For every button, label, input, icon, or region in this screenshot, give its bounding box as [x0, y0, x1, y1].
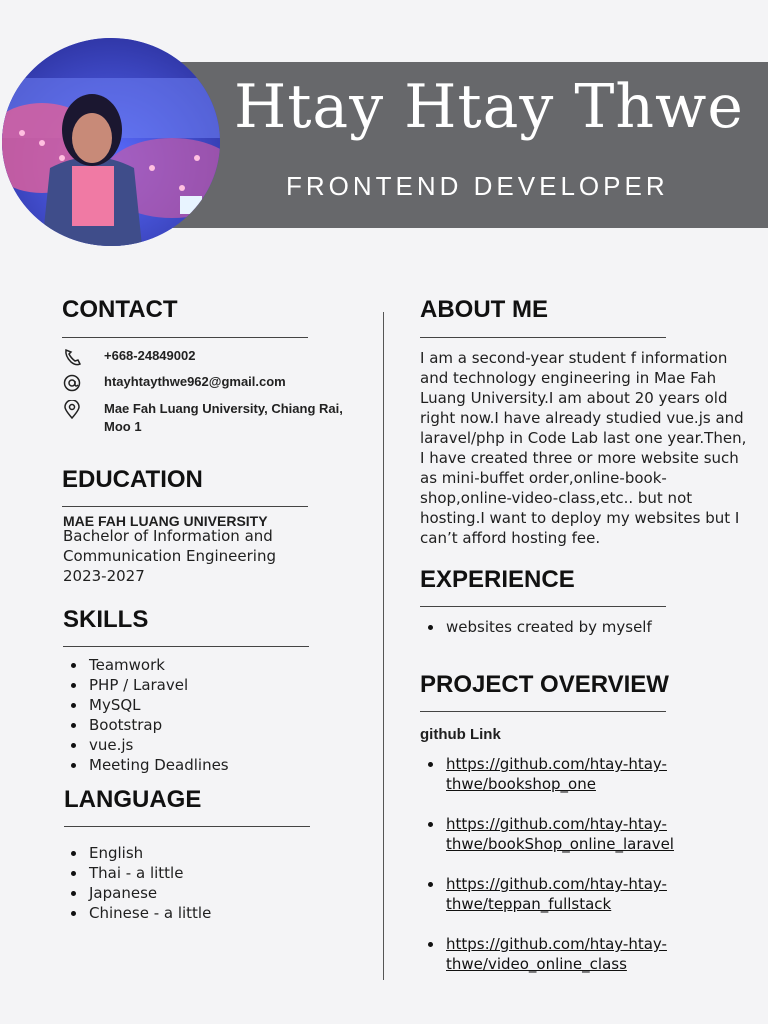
skill-item: Teamwork: [63, 655, 229, 675]
language-item: Thai - a little: [63, 863, 211, 883]
project-link[interactable]: https://github.com/htay-htay-thwe/bookShop_online_laravel: [446, 815, 674, 853]
phone-number: +668-24849002: [104, 348, 196, 363]
person-name: Htay Htay Thwe: [234, 72, 744, 142]
language-heading: LANGUAGE: [64, 786, 202, 813]
university-name: MAE FAH LUANG UNIVERSITY: [63, 513, 268, 529]
project-links: [420, 754, 706, 994]
education-heading: EDUCATION: [62, 466, 203, 493]
contact-rule: [62, 337, 308, 338]
about-heading: ABOUT ME: [420, 296, 548, 323]
experience-list: [420, 617, 652, 637]
project-item: [420, 874, 706, 914]
column-divider: [383, 312, 384, 980]
language-list: [63, 843, 211, 923]
experience-item: websites created by myself: [420, 617, 652, 637]
skills-rule: [63, 646, 309, 647]
experience-heading: EXPERIENCE: [420, 566, 575, 593]
project-link[interactable]: https://github.com/htay-htay-thwe/bookshop_one: [446, 755, 667, 793]
project-item: [420, 754, 706, 794]
experience-rule: [420, 606, 666, 607]
skills-heading: SKILLS: [63, 606, 149, 633]
project-link[interactable]: https://github.com/htay-htay-thwe/video_online_class: [446, 935, 667, 973]
project-item: [420, 814, 706, 854]
language-item: Chinese - a little: [63, 903, 211, 923]
education-rule: [62, 506, 308, 507]
profile-photo: [2, 38, 220, 246]
contact-heading: CONTACT: [62, 296, 178, 323]
email-address: htayhtaythwe962@gmail.com: [104, 374, 286, 389]
phone-icon: [62, 347, 84, 367]
github-subheading: github Link: [420, 726, 501, 743]
about-rule: [420, 337, 666, 338]
location-pin-icon: [62, 400, 84, 420]
language-rule: [64, 826, 310, 827]
language-item: Japanese: [63, 883, 211, 903]
skill-item: vue.js: [63, 735, 229, 755]
projects-heading: PROJECT OVERVIEW: [420, 671, 669, 698]
job-title: FRONTEND DEVELOPER: [286, 171, 669, 201]
skill-item: Bootstrap: [63, 715, 229, 735]
skill-item: MySQL: [63, 695, 229, 715]
skill-item: Meeting Deadlines: [63, 755, 229, 775]
contact-phone: [62, 347, 344, 367]
projects-rule: [420, 711, 666, 712]
contact-email: [62, 373, 344, 393]
education-years: 2023-2027: [63, 567, 145, 585]
project-link[interactable]: https://github.com/htay-htay-thwe/teppan_fullstack: [446, 875, 667, 913]
language-item: English: [63, 843, 211, 863]
at-sign-icon: [62, 373, 84, 393]
skills-list: [63, 655, 229, 775]
about-text: I am a second-year student f information and technology engineering in Mae Fah Luang University.I am about 20 years old right now.I have already studied vue.js and laravel/php in Code Lab last one year.Then, I have created three or more website such as mini-buffet order,online-book-shop,online-video-class,etc.. but not hosting.I want to deploy my websites but I can’t afford hosting fee.: [420, 349, 747, 547]
degree-name: Bachelor of Information and Communication Engineering: [63, 527, 276, 565]
address-text: Mae Fah Luang University, Chiang Rai, Moo 1: [104, 401, 343, 434]
contact-address: [62, 400, 344, 436]
project-item: [420, 934, 706, 974]
skill-item: PHP / Laravel: [63, 675, 229, 695]
